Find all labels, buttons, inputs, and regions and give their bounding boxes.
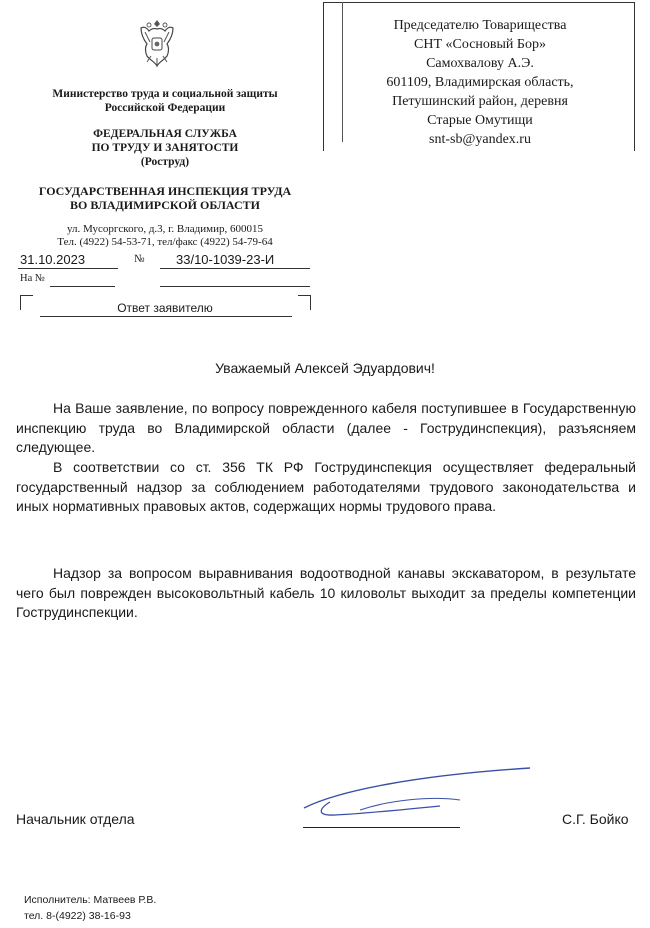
address-line: ул. Мусоргского, д.3, г. Владимир, 600015 bbox=[67, 223, 263, 235]
executor-name: Исполнитель: Матвеев Р.В. bbox=[24, 894, 157, 906]
executor-phone: тел. 8-(4922) 38-16-93 bbox=[24, 910, 131, 922]
reply-underline bbox=[40, 316, 292, 317]
addressee-line: Петушинский район, деревня bbox=[392, 94, 568, 109]
letter-date: 31.10.2023 bbox=[20, 252, 86, 267]
salutation: Уважаемый Алексей Эдуардович! bbox=[215, 360, 435, 376]
body-paragraph: В соответствии со ст. 356 ТК РФ Гострудинспекция осуществляет федеральный государственный надзор за соблюдением работодателями трудового законодательства и иных нормативных правовых актов, содержащих нормы трудового права. bbox=[16, 459, 636, 514]
signatory-title: Начальник отдела bbox=[16, 811, 135, 827]
addressee-email: snt-sb@yandex.ru bbox=[429, 132, 531, 147]
body-paragraph: Надзор за вопросом выравнивания водоотводной канавы экскаватором, в результате чего был поврежден высоковольтный кабель 10 киловольт выходит за пределы компетенции Гострудинспекции. bbox=[16, 565, 636, 620]
reply-label: Ответ заявителю bbox=[117, 301, 213, 315]
reference-underline bbox=[50, 286, 115, 287]
ministry-line: Министерство труда и социальной защиты bbox=[52, 88, 278, 100]
addressee-block bbox=[345, 16, 615, 149]
addressee-line: 601109, Владимирская область, bbox=[386, 75, 574, 90]
reference-underline bbox=[160, 286, 310, 287]
service-line: (Роструд) bbox=[140, 156, 190, 168]
inspection-name bbox=[15, 184, 315, 212]
ministry-line: Российской Федерации bbox=[104, 102, 226, 114]
reference-label: На № bbox=[20, 273, 45, 284]
service-line: ФЕДЕРАЛЬНАЯ СЛУЖБА bbox=[93, 128, 237, 140]
addressee-line: Председателю Товарищества bbox=[393, 18, 567, 33]
date-underline bbox=[18, 268, 118, 269]
ministry-name bbox=[15, 87, 315, 115]
number-sign: № bbox=[134, 253, 145, 265]
service-name bbox=[15, 127, 315, 169]
addressee-line: СНТ «Сосновый Бор» bbox=[414, 37, 546, 52]
inspection-line: ГОСУДАРСТВЕННАЯ ИНСПЕКЦИЯ ТРУДА bbox=[38, 184, 292, 198]
addressee-line: Самохвалову А.Э. bbox=[426, 56, 534, 71]
body-paragraph: На Ваше заявление, по вопросу поврежденного кабеля поступившее в Государственную инспекцию труда во Владимирской области (далее - Гострудинспекция), разъясняем следующее. bbox=[16, 400, 636, 455]
sender-address bbox=[15, 223, 315, 249]
letter-number: 33/10-1039-23-И bbox=[176, 252, 275, 267]
service-line: ПО ТРУДУ И ЗАНЯТОСТИ bbox=[91, 142, 239, 154]
number-underline bbox=[160, 268, 310, 269]
addressee-frame-line bbox=[342, 2, 343, 142]
address-line: Тел. (4922) 54-53-71, тел/факс (4922) 54-79-64 bbox=[57, 236, 273, 248]
addressee-line: Старые Омутищи bbox=[427, 113, 533, 128]
signature-underline bbox=[303, 827, 460, 828]
coat-of-arms-icon bbox=[133, 14, 181, 72]
signatory-name: С.Г. Бойко bbox=[562, 811, 629, 827]
inspection-line: ВО ВЛАДИМИРСКОЙ ОБЛАСТИ bbox=[70, 198, 260, 212]
handwritten-signature bbox=[300, 760, 540, 830]
